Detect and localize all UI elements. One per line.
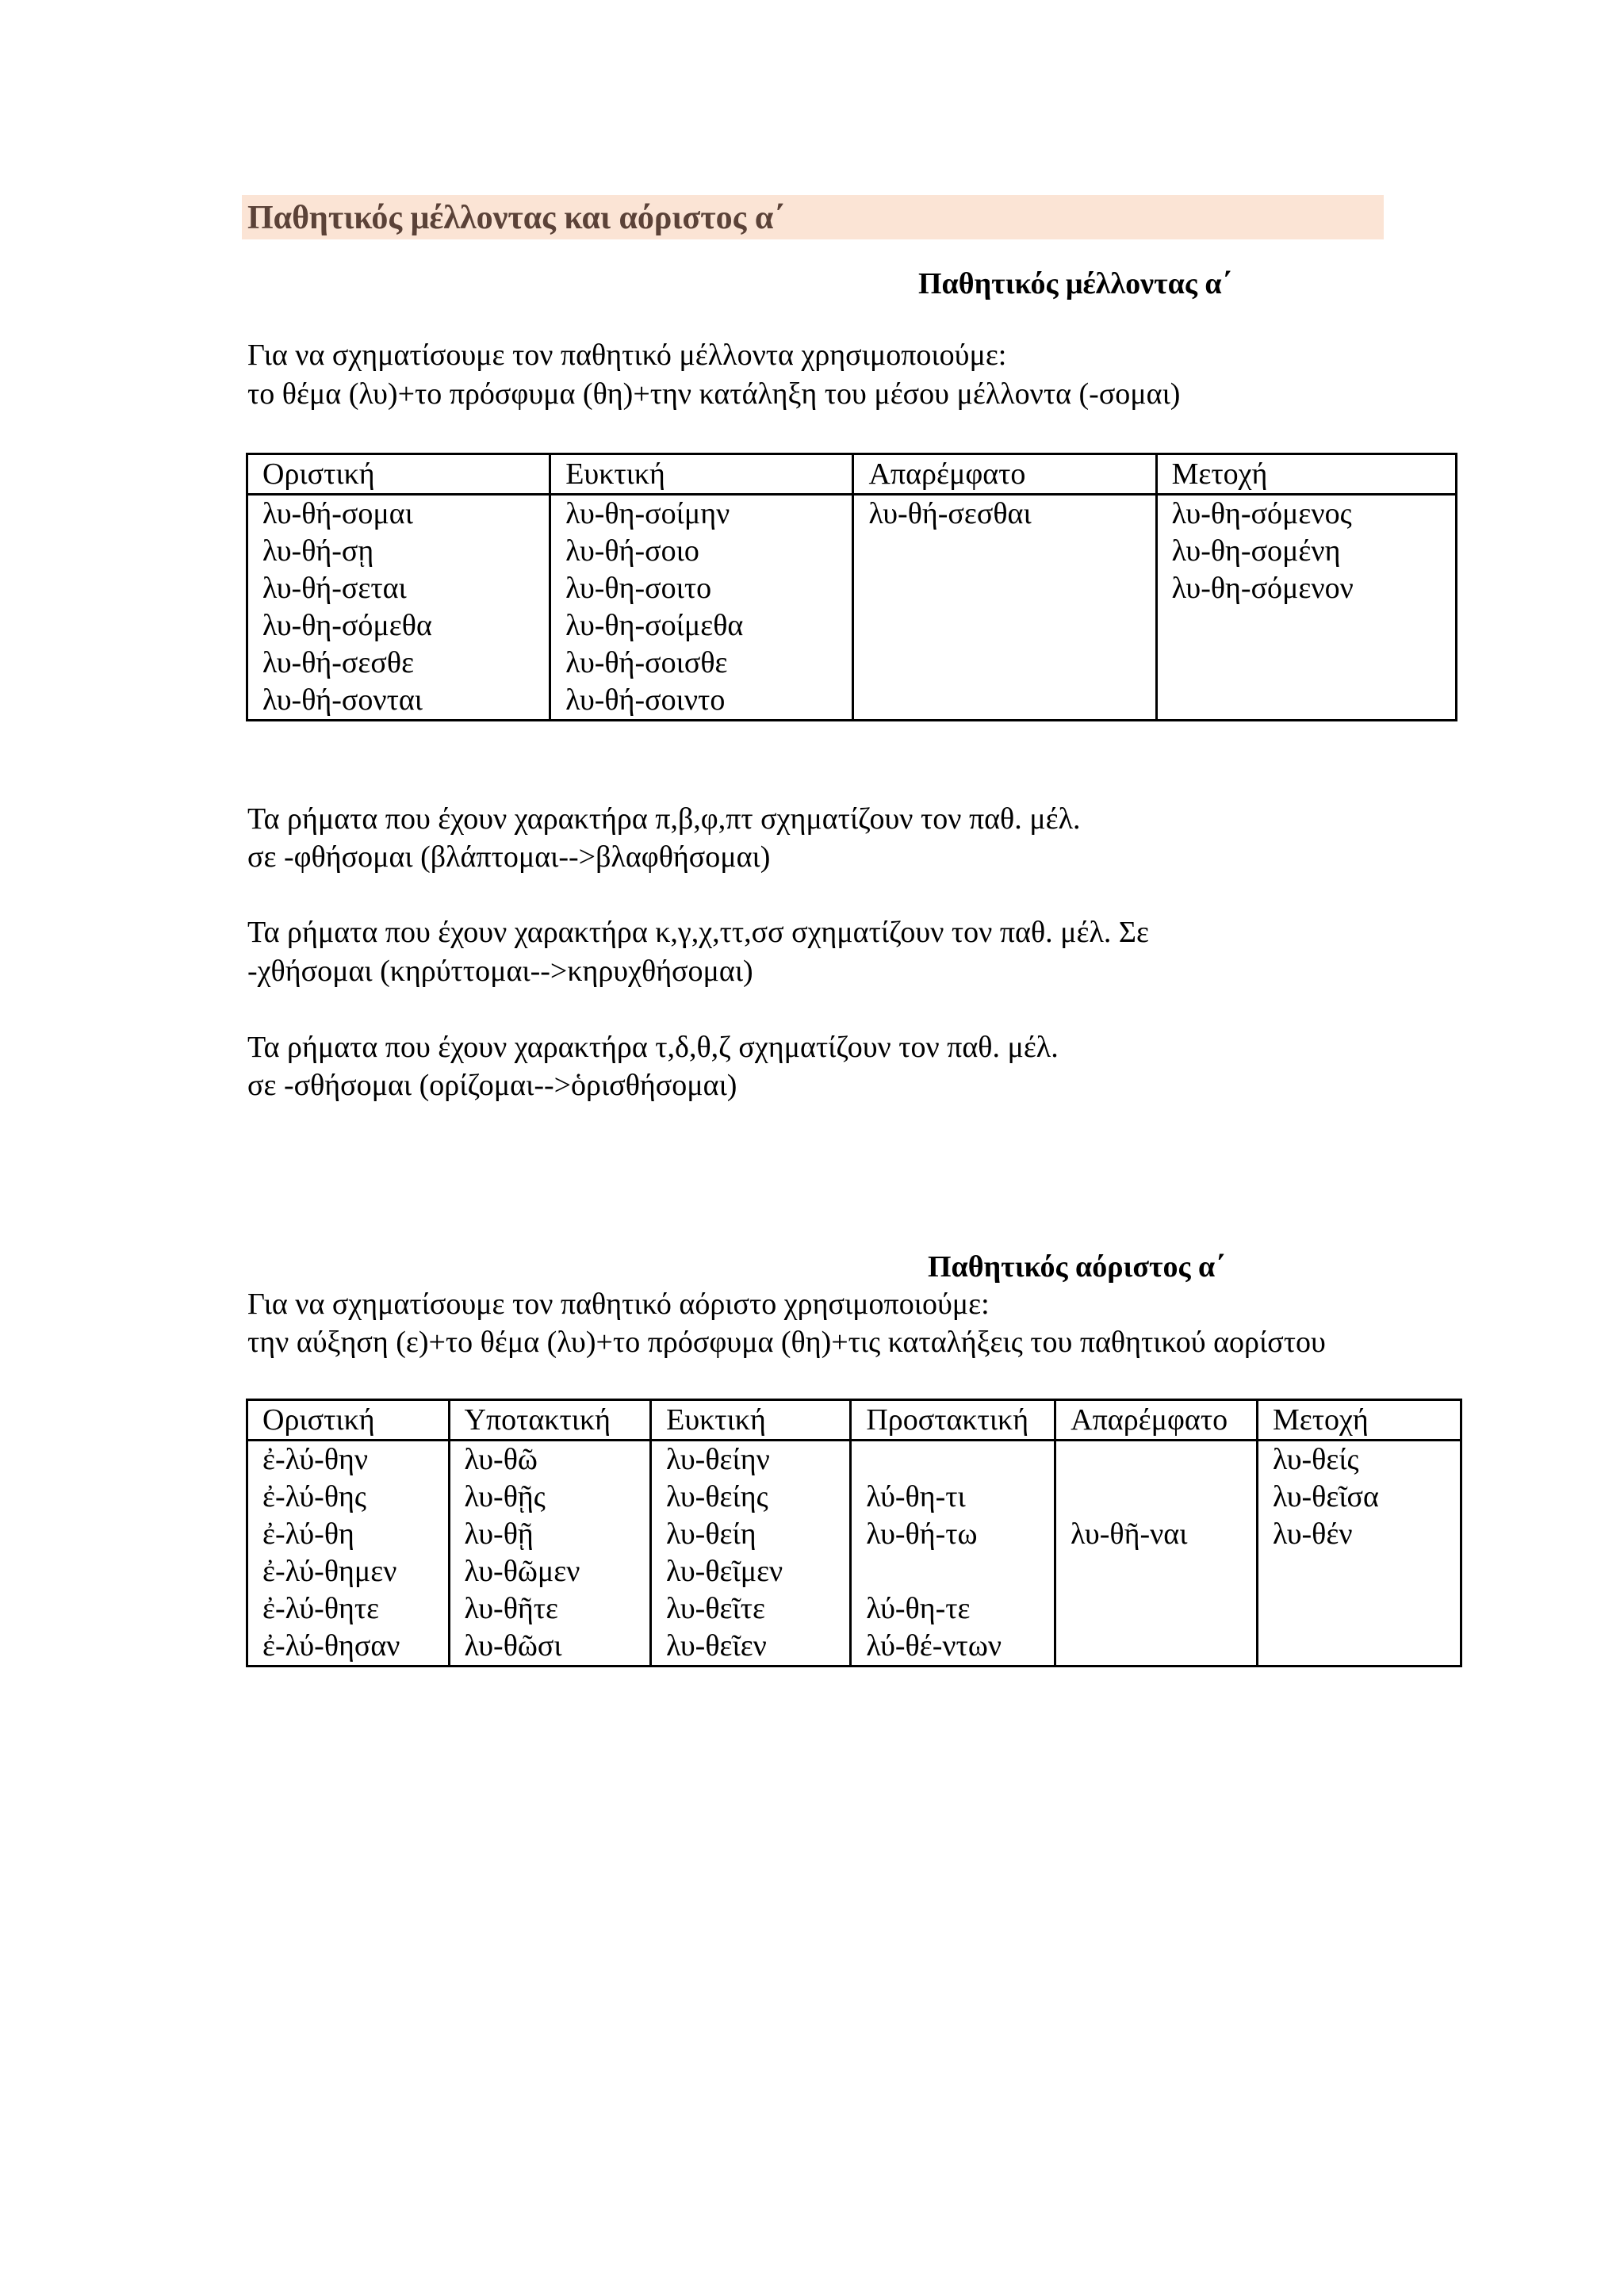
table-body-row (247, 495, 1457, 721)
form-text (866, 1553, 1040, 1590)
form-text: λυ-θῶ (464, 1443, 538, 1476)
table-cell (1156, 495, 1456, 721)
table-header-cell: Απαρέμφατο (1055, 1400, 1258, 1441)
form-text: ἐ-λύ-θημεν (262, 1555, 397, 1588)
table-body-row (247, 1441, 1461, 1667)
form-text: ἐ-λύ-θητε (262, 1592, 380, 1625)
aorist-conjugation-table (246, 1399, 1462, 1667)
aorist-intro-line-1: Για να σχηματίσουμε τον παθητικό αόριστο χρησιμοποιούμε: (247, 1288, 990, 1321)
rule-1-line-2: σε -φθήσομαι (βλάπτομαι-->βλαφθήσομαι) (247, 840, 771, 874)
rule-2-line-2: -χθήσομαι (κηρύττομαι-->κηρυχθήσομαι) (247, 955, 753, 988)
form-text: λύ-θη-τε (866, 1592, 971, 1625)
form-text: λυ-θείη (666, 1517, 756, 1551)
form-text: λυ-θῇ (464, 1517, 534, 1551)
form-text: λυ-θη-σομένη (1171, 534, 1341, 568)
rule-2-line-1: Τα ρήματα που έχουν χαρακτήρα κ,γ,χ,ττ,σσ σχηματίζουν τον παθ. μέλ. Σε (247, 916, 1149, 949)
future-intro-line-2: το θέμα (λυ)+το πρόσφυμα (θη)+την κατάληξη του μέσου μέλλοντα (-σομαι) (247, 377, 1181, 411)
page-title: Παθητικός μέλλοντας και αόριστος α΄ (247, 200, 785, 236)
form-text: λυ-θείην (666, 1443, 770, 1476)
form-text: λυ-θη-σοιτο (565, 572, 712, 605)
form-text: λυ-θεῖμεν (666, 1555, 783, 1588)
form-text: ἐ-λύ-θη (262, 1517, 354, 1551)
form-text: λυ-θή-σοισθε (565, 646, 728, 679)
table-header-row (247, 454, 1457, 495)
table-header-cell: Μετοχή (1156, 454, 1456, 495)
form-text (1071, 1479, 1242, 1516)
aorist-intro-line-2: την αύξηση (ε)+το θέμα (λυ)+το πρόσφυμα (θη)+τις καταλήξεις του παθητικού αορίστου (247, 1326, 1326, 1359)
form-text: λύ-θη-τι (866, 1480, 966, 1513)
form-text: ἐ-λύ-θην (262, 1443, 369, 1476)
table-cell (1257, 1441, 1461, 1667)
form-text: λυ-θή-σοιο (565, 534, 699, 568)
table-header-cell: Προστακτική (851, 1400, 1055, 1441)
form-text: λυ-θή-σῃ (262, 534, 374, 568)
table-cell (247, 495, 550, 721)
form-text: λυ-θή-σονται (262, 683, 423, 717)
form-text (1071, 1441, 1242, 1479)
rule-3-line-1: Τα ρήματα που έχουν χαρακτήρα τ,δ,θ,ζ σχηματίζουν τον παθ. μέλ. (247, 1031, 1059, 1064)
form-text: λυ-θή-σεσθε (262, 646, 415, 679)
form-text: λυ-θη-σοίμεθα (565, 609, 744, 642)
table-header-cell: Ευκτική (550, 454, 853, 495)
table-cell (853, 495, 1156, 721)
table-cell (247, 1441, 450, 1667)
table-cell (1055, 1441, 1258, 1667)
table-header-cell: Απαρέμφατο (853, 454, 1156, 495)
form-text: λυ-θη-σόμενον (1171, 572, 1354, 605)
table-header-row (247, 1400, 1461, 1441)
form-text: λυ-θη-σόμεθα (262, 609, 432, 642)
future-intro-line-1: Για να σχηματίσουμε τον παθητικό μέλλοντα χρησιμοποιούμε: (247, 339, 1007, 372)
table-header-cell: Ευκτική (651, 1400, 851, 1441)
form-text: λυ-θεῖσα (1272, 1480, 1379, 1513)
form-text: λυ-θῶμεν (464, 1555, 580, 1588)
form-text: λυ-θη-σόμενος (1171, 497, 1352, 530)
form-text: λυ-θῆτε (464, 1592, 559, 1625)
table-cell (651, 1441, 851, 1667)
form-text (866, 1441, 1040, 1479)
form-text: λυ-θῶσι (464, 1629, 562, 1663)
table-header-cell: Υποτακτική (449, 1400, 651, 1441)
table-cell (851, 1441, 1055, 1667)
table-header-cell: Οριστική (247, 1400, 450, 1441)
form-text: λυ-θείης (666, 1480, 768, 1513)
form-text: ἐ-λύ-θης (262, 1480, 366, 1513)
form-text: λυ-θή-σεσθαι (868, 497, 1032, 530)
form-text: λυ-θέν (1272, 1517, 1353, 1551)
form-text: λυ-θη-σοίμην (565, 497, 730, 530)
rule-1-line-1: Τα ρήματα που έχουν χαρακτήρα π,β,φ,πτ σχηματίζουν τον παθ. μέλ. (247, 802, 1081, 836)
aorist-heading: Παθητικός αόριστος α΄ (928, 1250, 1225, 1284)
table-header-cell: Οριστική (247, 454, 550, 495)
form-text: λύ-θέ-ντων (866, 1629, 1002, 1663)
future-heading: Παθητικός μέλλοντας α΄ (918, 267, 1232, 300)
form-text: λυ-θή-σοιντο (565, 683, 726, 717)
table-cell (550, 495, 853, 721)
table-header-cell: Μετοχή (1257, 1400, 1461, 1441)
form-text: λυ-θείς (1272, 1443, 1359, 1476)
rule-3-line-2: σε -σθήσομαι (ορίζομαι-->ὁρισθήσομαι) (247, 1069, 737, 1102)
form-text: λυ-θεῖτε (666, 1592, 765, 1625)
form-text: λυ-θῇς (464, 1480, 546, 1513)
future-conjugation-table (246, 453, 1457, 721)
form-text: λυ-θή-σομαι (262, 497, 413, 530)
form-text: ἐ-λύ-θησαν (262, 1629, 400, 1663)
table-cell (449, 1441, 651, 1667)
form-text: λυ-θή-τω (866, 1517, 978, 1551)
form-text: λυ-θή-σεται (262, 572, 407, 605)
form-text: λυ-θῆ-ναι (1071, 1517, 1188, 1551)
form-text: λυ-θεῖεν (666, 1629, 767, 1663)
